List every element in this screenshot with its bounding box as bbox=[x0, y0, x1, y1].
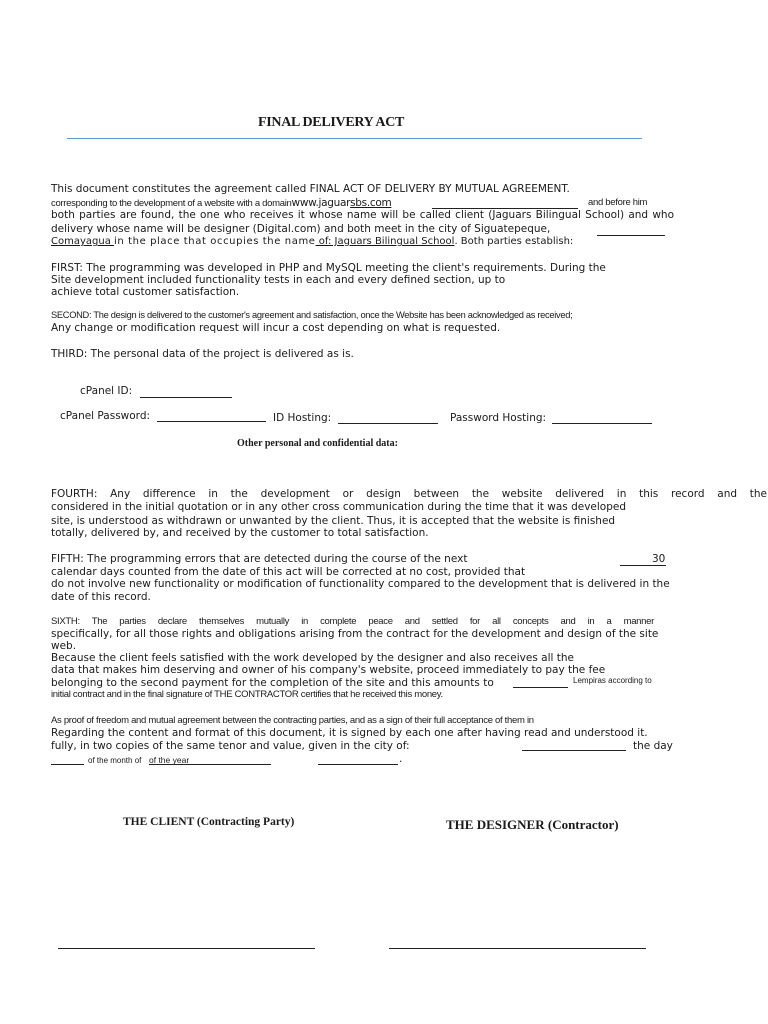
other-data-heading: Other personal and confidential data: bbox=[237, 438, 398, 449]
intro-line-3-text: both parties are found, the one who receives it whose name will be called client (Jaguars Bilingual School) and who bbox=[51, 209, 674, 221]
proof-period: . bbox=[399, 753, 403, 765]
fifth-line-2: calendar days counted from the date of this act will be corrected at no cost, provided that bbox=[51, 566, 526, 578]
fifth-days-line bbox=[620, 565, 666, 566]
sixth-line-7: initial contract and in the final signature of THE CONTRACTOR certifies that he received this money. bbox=[51, 689, 443, 700]
intro-line-5 bbox=[51, 236, 573, 247]
place-text: in the place that occupies the name bbox=[114, 236, 316, 247]
city-field bbox=[522, 750, 626, 751]
day-field bbox=[51, 764, 84, 765]
year-label: of the year bbox=[149, 755, 190, 765]
intro-line-4: delivery whose name will be designer (Digital.com) and both meet in the city of Siguatepeque, bbox=[51, 223, 551, 235]
cpanel-password-label: cPanel Password: bbox=[60, 410, 151, 422]
city-blank-line bbox=[597, 235, 665, 236]
fifth-days-value: 30 bbox=[652, 553, 666, 565]
fourth-line-3: site, is understood as withdrawn or unwanted by the client. Thus, it is accepted that the website is finished bbox=[51, 515, 616, 527]
intro-line-3 bbox=[51, 209, 674, 221]
proof-line-3: fully, in two copies of the same tenor and value, given in the city of: bbox=[51, 740, 410, 752]
month-label: of the month of bbox=[88, 756, 142, 765]
school-name: of: Jaguars Bilingual School bbox=[315, 236, 455, 247]
sixth-line-1 bbox=[51, 616, 654, 627]
password-hosting-field bbox=[552, 423, 652, 424]
fourth-line-1 bbox=[51, 488, 767, 500]
first-line-2: Site development included functionality tests in each and every defined section, up to bbox=[51, 274, 506, 286]
title-divider bbox=[67, 138, 642, 139]
extra-field bbox=[318, 764, 398, 765]
intro-line-2 bbox=[51, 197, 391, 209]
proof-line-2: Regarding the content and format of this document, it is signed by each one after having read and understood it. bbox=[51, 727, 648, 739]
second-line-1: SECOND: The design is delivered to the customer's agreement and satisfaction, once the Website has been acknowledged as received; bbox=[51, 310, 573, 320]
client-signature-line bbox=[58, 948, 315, 949]
cpanel-password-field bbox=[157, 421, 266, 422]
domain-suffix: sbs.com bbox=[350, 197, 392, 209]
intro-and-before-him: and before him bbox=[588, 197, 648, 208]
proof-line-1: As proof of freedom and mutual agreement between the contracting parties, and as a sign of their full acceptance of them in bbox=[51, 715, 534, 726]
sixth-line-2: specifically, for all those rights and obligations arising from the contract for the development and design of the site bbox=[51, 628, 659, 640]
id-hosting-field bbox=[338, 423, 438, 424]
fourth-line-1-text: FOURTH: Any difference in the development or design between the website delivered in this record and the bbox=[51, 488, 767, 500]
password-hosting-label: Password Hosting: bbox=[450, 412, 547, 424]
domain-text: www.jaguar bbox=[291, 197, 351, 209]
designer-signature-label: THE DESIGNER (Contractor) bbox=[446, 817, 619, 832]
sixth-line-3: web. bbox=[51, 640, 77, 652]
amount-blank-line bbox=[513, 687, 568, 688]
cpanel-id-label: cPanel ID: bbox=[80, 385, 133, 397]
cpanel-id-field bbox=[140, 397, 232, 398]
the-day-label: the day bbox=[633, 740, 673, 752]
intro-domain-prefix: corresponding to the development of a website with a domain bbox=[51, 198, 292, 209]
second-line-2: Any change or modification request will incur a cost depending on what is requested. bbox=[51, 322, 501, 334]
fourth-line-2: considered in the initial quotation or in any other cross communication during the time that it was developed bbox=[51, 501, 627, 513]
sixth-line-6: belonging to the second payment for the completion of the site and this amounts to bbox=[51, 677, 494, 689]
first-line-3: achieve total customer satisfaction. bbox=[51, 286, 240, 298]
fifth-line-3: do not involve new functionality or modification of functionality compared to the development that is delivered in the bbox=[51, 578, 670, 590]
sixth-line-4: Because the client feels satisfied with the work developed by the designer and also receives all the bbox=[51, 652, 574, 664]
intro-line-1: This document constitutes the agreement called FINAL ACT OF DELIVERY BY MUTUAL AGREEMENT. bbox=[51, 183, 570, 195]
city-name: Comayagua bbox=[51, 236, 115, 247]
client-signature-label: THE CLIENT (Contracting Party) bbox=[123, 816, 295, 828]
first-line-1: FIRST: The programming was developed in PHP and MySQL meeting the client's requirements. During the bbox=[51, 262, 606, 274]
fifth-line-1: FIFTH: The programming errors that are detected during the course of the next bbox=[51, 553, 468, 565]
lempiras-text: Lempiras according to bbox=[573, 676, 652, 685]
page-title: FINAL DELIVERY ACT bbox=[258, 115, 405, 130]
clause-third: THIRD: The personal data of the project is delivered as is. bbox=[51, 348, 354, 360]
sixth-line-5: data that makes him deserving and owner of his company's website, proceed immediately to pay the fee bbox=[51, 664, 606, 676]
parties-establish: . Both parties establish: bbox=[454, 236, 574, 247]
id-hosting-label: ID Hosting: bbox=[273, 412, 332, 424]
sixth-line-1-text: SIXTH: The parties declare themselves mutually in complete peace and settled for all concepts and in a manner bbox=[51, 616, 654, 627]
designer-signature-line bbox=[389, 948, 646, 949]
year-field bbox=[149, 764, 271, 765]
fourth-line-4: totally, delivered by, and received by the customer to total satisfaction. bbox=[51, 527, 429, 539]
fifth-line-4: date of this record. bbox=[51, 591, 151, 603]
